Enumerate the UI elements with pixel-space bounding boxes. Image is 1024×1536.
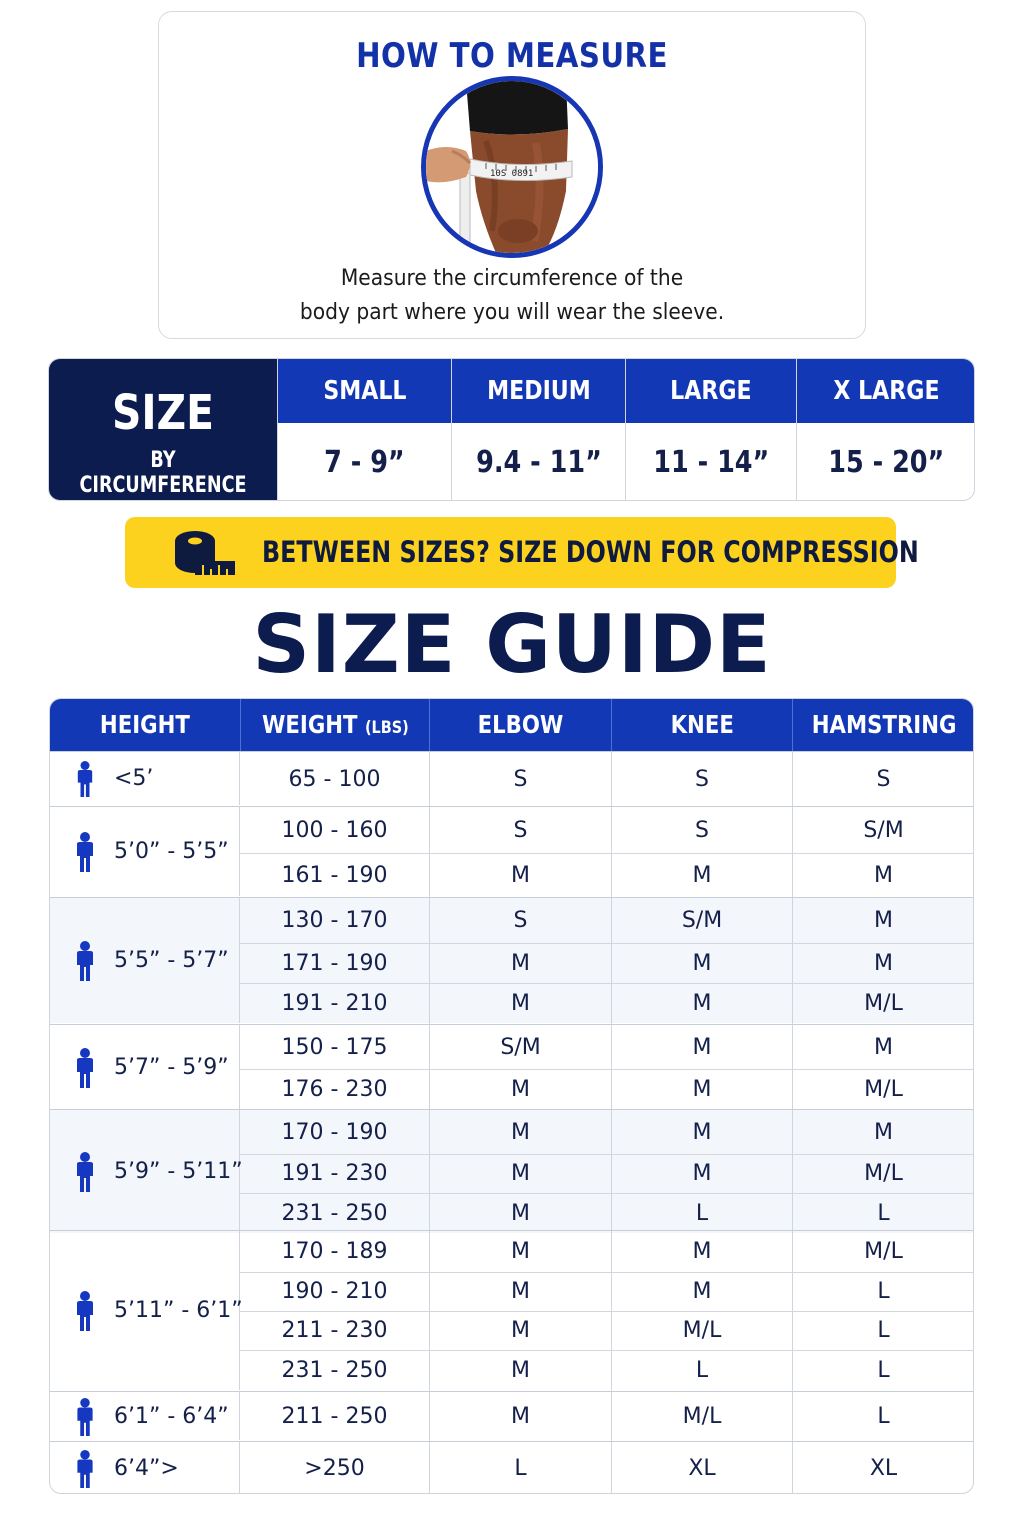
hamstring-cell: L <box>792 1392 974 1441</box>
table-row <box>240 1154 973 1193</box>
table-row <box>240 1110 973 1154</box>
circumference-label-size: SIZE <box>111 385 215 441</box>
weight-cell: 231 - 250 <box>281 1358 388 1383</box>
knee-cell: M <box>611 983 792 1024</box>
height-cell <box>50 1025 240 1109</box>
person-icon <box>74 761 96 797</box>
circumference-col-large <box>625 359 796 501</box>
measure-title: HOW TO MEASURE <box>356 36 668 76</box>
size-name: LARGE <box>670 376 752 406</box>
size-tip-banner <box>125 517 919 588</box>
weight-cell: 100 - 160 <box>281 817 388 843</box>
knee-cell: M <box>611 1272 792 1311</box>
size-range: 15 - 20” <box>828 445 945 480</box>
weight-cell: 65 - 100 <box>288 766 381 792</box>
measuring-tape-icon <box>173 529 237 579</box>
weight-cell: 191 - 210 <box>281 991 388 1016</box>
height-group <box>50 1391 973 1440</box>
height-range: 6’4”> <box>114 1455 179 1481</box>
elbow-cell: M <box>429 1154 611 1193</box>
hamstring-cell: XL <box>792 1442 974 1494</box>
elbow-cell: M <box>429 1069 611 1110</box>
elbow-cell: M <box>429 1311 611 1350</box>
elbow-cell: M <box>429 1350 611 1391</box>
header-knee: KNEE <box>611 699 792 751</box>
elbow-cell: M <box>429 1272 611 1311</box>
knee-cell: M <box>611 1069 792 1110</box>
height-cell <box>50 1231 243 1390</box>
weight-cell: 191 - 230 <box>281 1161 388 1186</box>
height-cell <box>50 1110 243 1233</box>
size-guide-table <box>49 698 974 1494</box>
height-range: 6’1” - 6’4” <box>114 1403 229 1429</box>
person-icon <box>74 1398 96 1436</box>
header-hamstring: HAMSTRING <box>792 699 974 751</box>
circumference-label-sub: BY CIRCUMFERENCE <box>79 448 247 498</box>
weight-cell: 161 - 190 <box>281 862 388 888</box>
circumference-col-xlarge <box>796 359 975 501</box>
header-height: HEIGHT <box>100 710 190 739</box>
height-range: 5’5” - 5’7” <box>114 948 229 973</box>
how-to-measure-card <box>158 11 866 339</box>
elbow-cell: M <box>429 983 611 1024</box>
hamstring-cell: M <box>792 943 974 983</box>
hamstring-cell: M/L <box>792 1069 974 1110</box>
header-weight-unit: (LBS) <box>364 718 409 738</box>
person-icon <box>74 936 96 986</box>
table-row <box>240 1025 973 1069</box>
measure-description <box>187 262 837 330</box>
weight-cell: >250 <box>304 1456 365 1481</box>
knee-cell: M/L <box>611 1311 792 1350</box>
hamstring-cell: M <box>792 1025 974 1069</box>
person-icon <box>74 1450 96 1488</box>
knee-cell: L <box>611 1350 792 1391</box>
weight-cell: 130 - 170 <box>281 908 388 933</box>
measure-description-line1: Measure the circumference of the <box>340 266 684 291</box>
elbow-cell: M <box>429 943 611 983</box>
height-group <box>50 897 973 1023</box>
person-icon <box>74 828 96 876</box>
hamstring-cell: L <box>792 1272 974 1311</box>
knee-cell: XL <box>611 1442 792 1494</box>
hamstring-cell: M/L <box>792 1154 974 1193</box>
measure-description-line2: body part where you will wear the sleeve. <box>299 300 725 325</box>
hamstring-cell: L <box>792 1193 974 1234</box>
weight-cell: 211 - 230 <box>281 1318 388 1343</box>
knee-cell: M <box>611 1110 792 1154</box>
hamstring-cell: L <box>792 1311 974 1350</box>
elbow-cell: S <box>429 807 611 853</box>
header-weight: WEIGHT (LBS) <box>240 699 429 751</box>
knee-cell: M <box>611 1025 792 1069</box>
hamstring-cell: L <box>792 1350 974 1391</box>
person-icon <box>74 1286 96 1336</box>
table-row <box>240 853 973 897</box>
table-row <box>240 1350 973 1391</box>
height-range: 5’0” - 5’5” <box>114 839 229 864</box>
size-name: X LARGE <box>833 376 940 406</box>
weight-cell: 170 - 190 <box>281 1119 388 1145</box>
svg-text:10S 0891: 10S 0891 <box>490 169 534 179</box>
hamstring-cell: M <box>792 898 974 943</box>
knee-cell: M/L <box>611 1392 792 1441</box>
elbow-cell: M <box>429 1110 611 1154</box>
height-group <box>50 751 973 805</box>
person-icon <box>74 1147 96 1197</box>
size-name: SMALL <box>322 376 407 406</box>
weight-cell: 176 - 230 <box>281 1077 388 1102</box>
circumference-col-medium <box>451 359 625 501</box>
height-cell <box>50 807 240 896</box>
hamstring-cell: M/L <box>792 983 974 1024</box>
height-range: 5’9” - 5’11” <box>114 1159 243 1184</box>
weight-cell: 150 - 175 <box>281 1034 388 1060</box>
hamstring-cell: M/L <box>792 1231 974 1272</box>
height-group <box>50 1024 973 1109</box>
elbow-cell: M <box>429 1193 611 1234</box>
table-row <box>240 1442 973 1494</box>
table-row <box>240 898 973 943</box>
weight-cell: 211 - 250 <box>281 1404 388 1429</box>
height-cell <box>50 898 240 1023</box>
height-cell <box>50 752 240 805</box>
knee-cell: S/M <box>611 898 792 943</box>
height-cell <box>50 1442 240 1494</box>
size-range: 7 - 9” <box>324 445 405 480</box>
weight-cell: 170 - 189 <box>281 1239 388 1264</box>
size-range: 11 - 14” <box>652 445 770 480</box>
knee-cell: M <box>611 1154 792 1193</box>
size-guide-header-row <box>50 699 973 751</box>
weight-cell: 171 - 190 <box>281 950 388 976</box>
height-cell <box>50 1392 240 1440</box>
knee-cell: L <box>611 1193 792 1234</box>
size-by-circumference-table <box>48 358 975 501</box>
knee-cell: S <box>611 752 792 806</box>
height-group <box>50 1109 973 1233</box>
size-name: MEDIUM <box>486 376 591 406</box>
knee-cell: S <box>611 807 792 853</box>
height-group <box>50 1230 973 1390</box>
size-range: 9.4 - 11” <box>475 445 602 480</box>
height-range: 5’11” - 6’1” <box>114 1298 243 1323</box>
table-row <box>240 1272 973 1311</box>
table-row <box>240 1069 973 1110</box>
hamstring-cell: M <box>792 853 974 897</box>
table-row <box>240 1231 973 1272</box>
elbow-cell: M <box>429 1231 611 1272</box>
elbow-cell: M <box>429 853 611 897</box>
height-group <box>50 1441 973 1494</box>
table-row <box>240 1193 973 1234</box>
table-row <box>240 752 973 806</box>
person-icon <box>74 1044 96 1092</box>
knee-cell: M <box>611 1231 792 1272</box>
circumference-col-small <box>277 359 451 501</box>
elbow-cell: S/M <box>429 1025 611 1069</box>
hamstring-cell: S <box>792 752 974 806</box>
table-row <box>240 943 973 983</box>
knee-cell: M <box>611 853 792 897</box>
elbow-cell: L <box>429 1442 611 1494</box>
table-row <box>240 807 973 853</box>
elbow-cell: S <box>429 752 611 806</box>
size-tip-text: BETWEEN SIZES? SIZE DOWN FOR COMPRESSION <box>262 535 919 569</box>
height-group <box>50 806 973 896</box>
measure-photo <box>421 76 603 258</box>
hamstring-cell: M <box>792 1110 974 1154</box>
table-row <box>240 1311 973 1350</box>
weight-cell: 231 - 250 <box>281 1201 388 1226</box>
hamstring-cell: S/M <box>792 807 974 853</box>
circumference-label <box>49 359 277 501</box>
table-row <box>240 983 973 1024</box>
height-range: 5’7” - 5’9” <box>114 1054 229 1080</box>
weight-cell: 190 - 210 <box>281 1279 388 1304</box>
elbow-cell: S <box>429 898 611 943</box>
header-elbow: ELBOW <box>429 699 611 751</box>
size-guide-title: SIZE GUIDE <box>252 598 772 691</box>
height-range: <5’ <box>114 766 154 791</box>
table-row <box>240 1392 973 1441</box>
knee-cell: M <box>611 943 792 983</box>
elbow-cell: M <box>429 1392 611 1441</box>
